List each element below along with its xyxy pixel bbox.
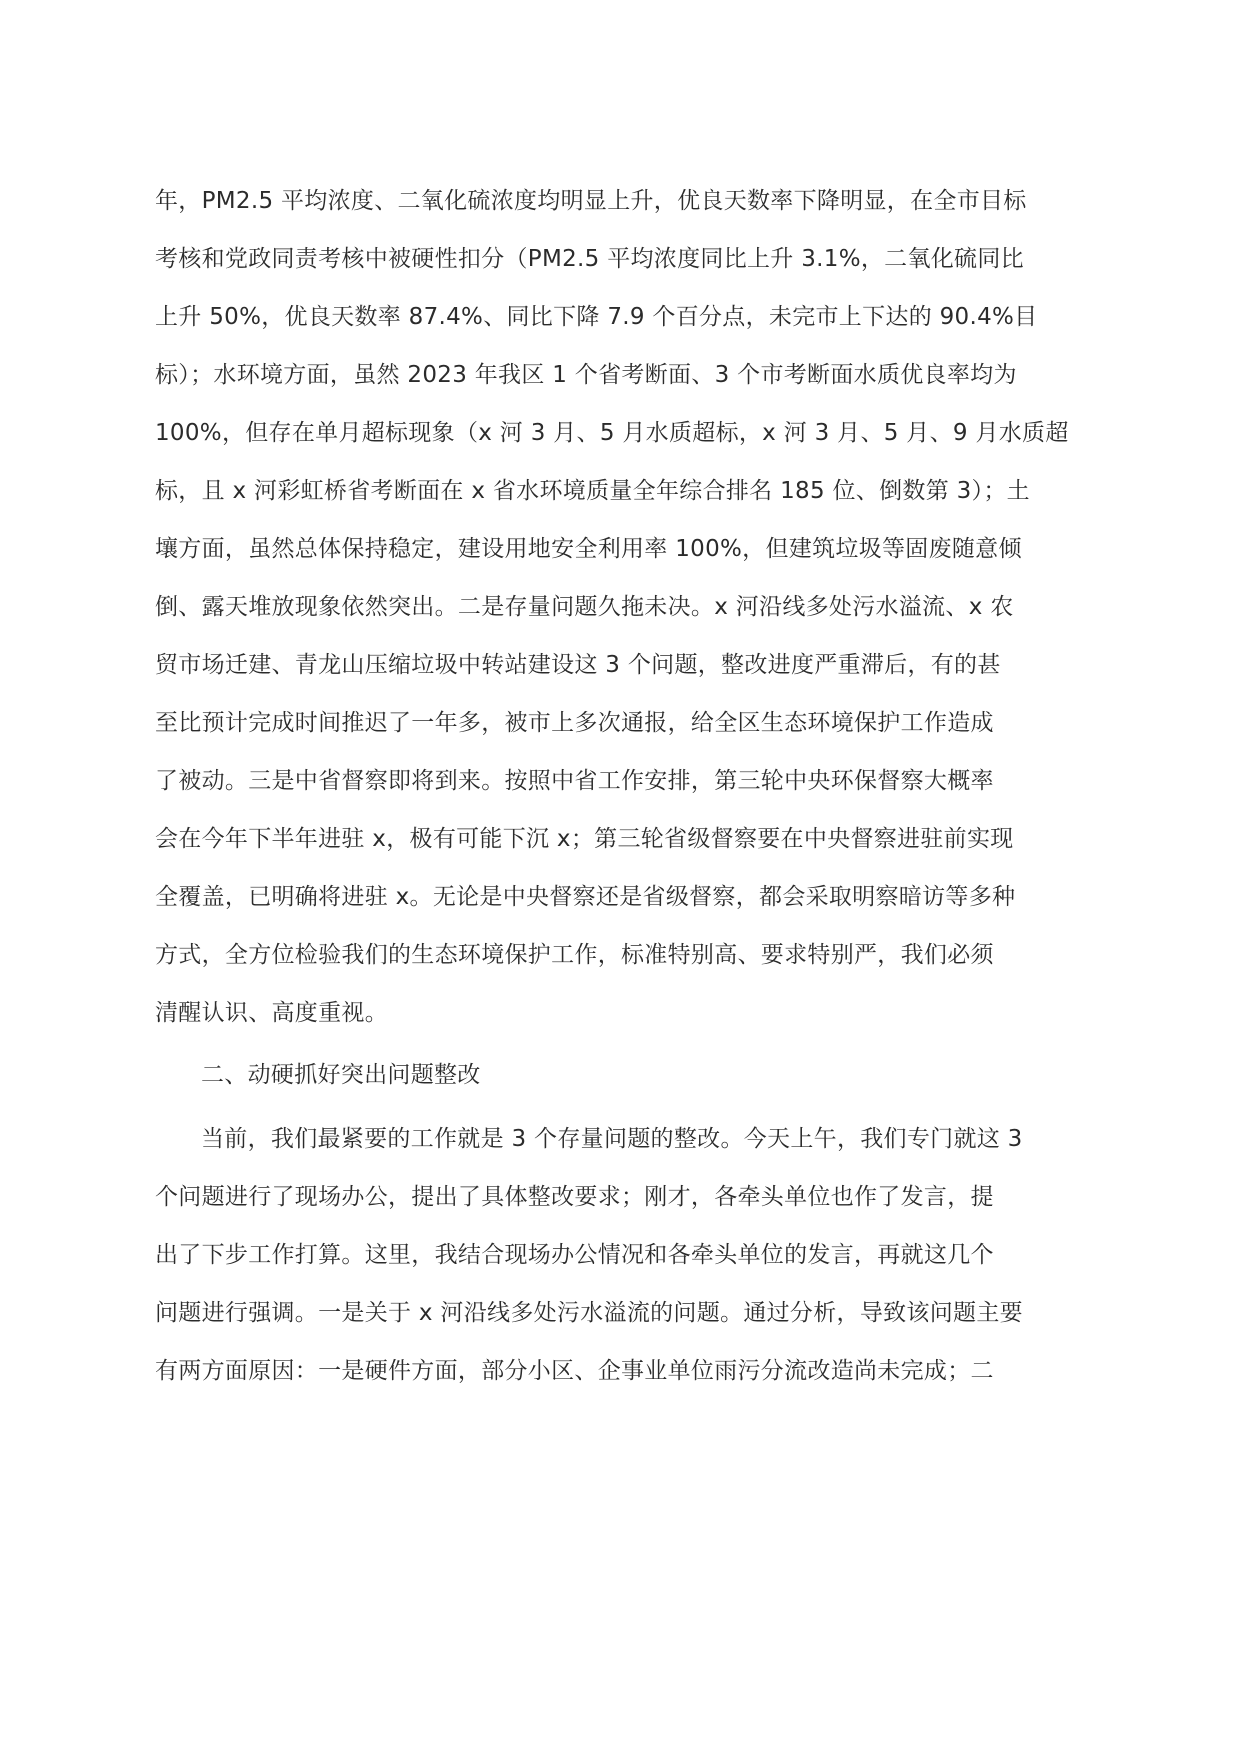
text-line: 个问题进行了现场办公，提出了具体整改要求；刚才，各牵头单位也作了发言，提 [155,1184,994,1210]
text-line: 100%，但存在单月超标现象（x 河 3 月、5 月水质超标，x 河 3 月、5 月、9 月水质超 [155,420,1069,446]
text-line: 上升 50%，优良天数率 87.4%、同比下降 7.9 个百分点，未完市上下达的 90.4%目 [155,304,1038,330]
section-heading: 二、动硬抓好突出问题整改 [201,1062,481,1088]
text-line: 至比预计完成时间推迟了一年多，被市上多次通报，给全区生态环境保护工作造成 [155,710,994,736]
text-line: 全覆盖，已明确将进驻 x。无论是中央督察还是省级督察，都会采取明察暗访等多种 [155,884,1016,910]
text-line: 标）；水环境方面，虽然 2023 年我区 1 个省考断面、3 个市考断面水质优良率均为 [155,362,1017,388]
text-line: 会在今年下半年进驻 x，极有可能下沉 x；第三轮省级督察要在中央督察进驻前实现 [155,826,1014,852]
text-line: 了被动。三是中省督察即将到来。按照中省工作安排，第三轮中央环保督察大概率 [155,768,994,794]
text-line: 年，PM2.5 平均浓度、二氧化硫浓度均明显上升，优良天数率下降明显，在全市目标 [155,188,1027,214]
text-line: 贸市场迁建、青龙山压缩垃圾中转站建设这 3 个问题，整改进度严重滞后，有的甚 [155,652,1001,678]
text-line: 标，且 x 河彩虹桥省考断面在 x 省水环境质量全年综合排名 185 位、倒数第 3）；土 [155,478,1030,504]
text-line: 倒、露天堆放现象依然突出。二是存量问题久拖未决。x 河沿线多处污水溢流、x 农 [155,594,1014,620]
text-line: 当前，我们最紧要的工作就是 3 个存量问题的整改。今天上午，我们专门就这 3 [201,1126,1023,1152]
text-line: 出了下步工作打算。这里，我结合现场办公情况和各牵头单位的发言，再就这几个 [155,1242,994,1268]
text-line: 壤方面，虽然总体保持稳定，建设用地安全利用率 100%，但建筑垃圾等固废随意倾 [155,536,1022,562]
text-line: 有两方面原因：一是硬件方面，部分小区、企事业单位雨污分流改造尚未完成；二 [155,1358,994,1384]
text-line: 清醒认识、高度重视。 [155,1000,388,1026]
text-line: 方式，全方位检验我们的生态环境保护工作，标准特别高、要求特别严，我们必须 [155,942,994,968]
text-line: 考核和党政同责考核中被硬性扣分（PM2.5 平均浓度同比上升 3.1%，二氧化硫同比 [155,246,1024,272]
text-line: 问题进行强调。一是关于 x 河沿线多处污水溢流的问题。通过分析，导致该问题主要 [155,1300,1023,1326]
